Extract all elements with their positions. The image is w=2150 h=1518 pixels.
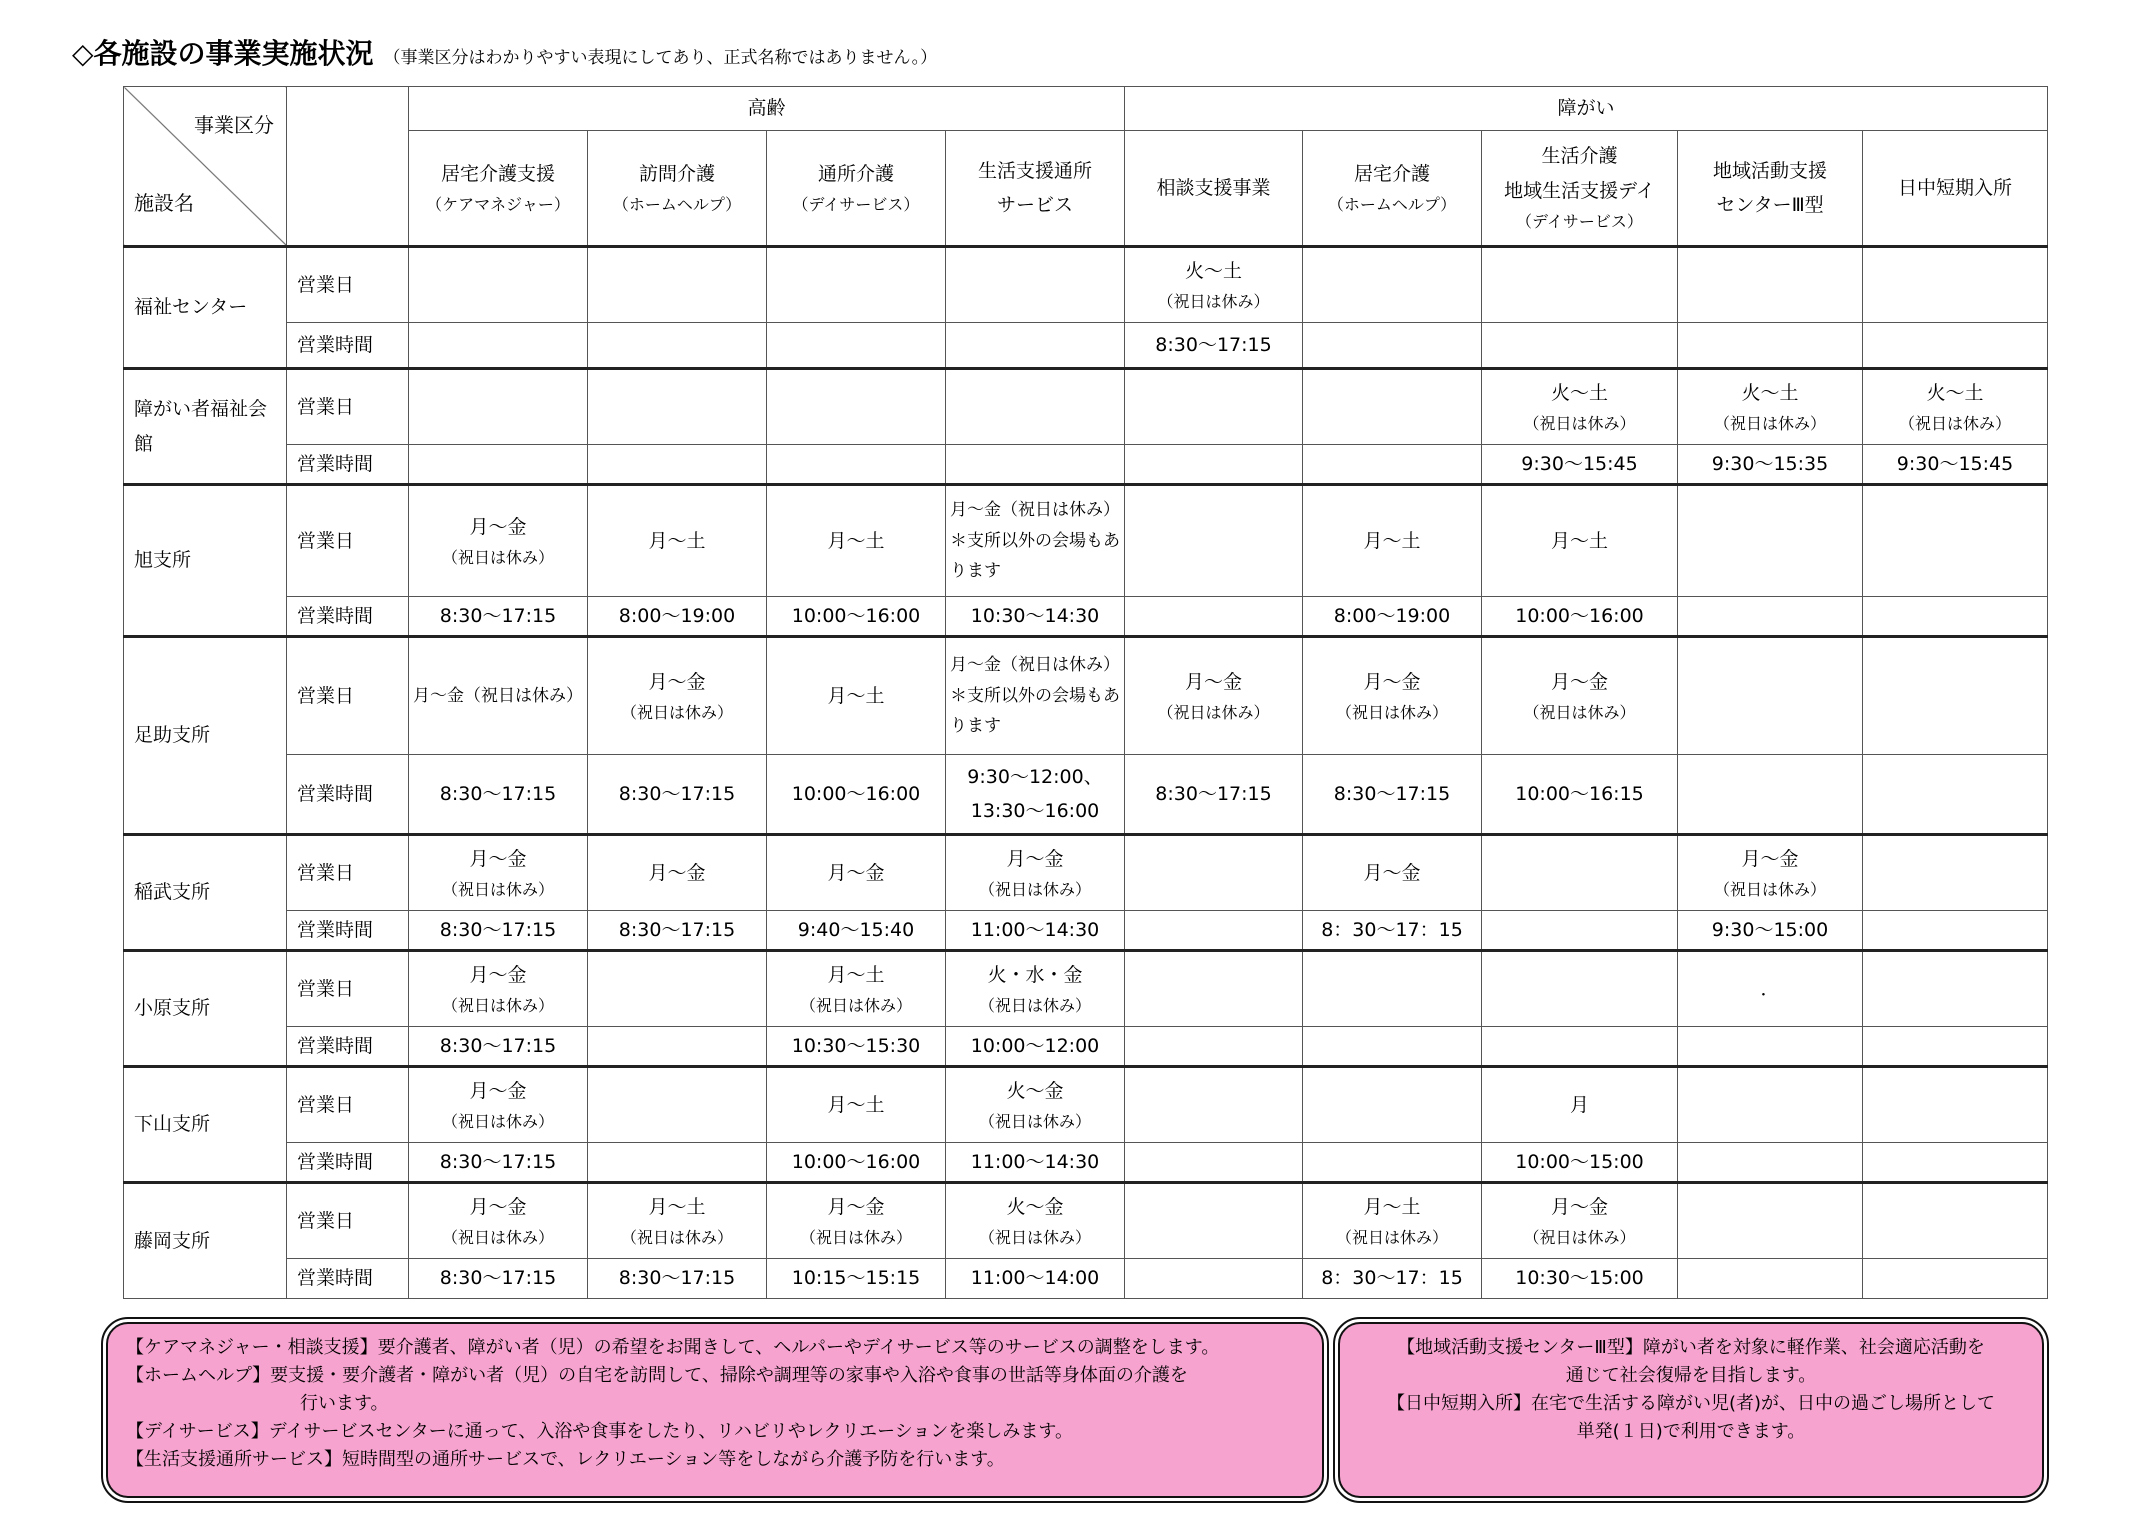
days-label: 営業日 xyxy=(287,835,409,911)
days-cell xyxy=(1482,485,1678,597)
hours-cell: 8:30～17:15 xyxy=(409,1259,588,1299)
hours-cell: 11:00～14:30 xyxy=(946,1143,1125,1183)
service-name: 訪問介護 xyxy=(638,162,715,185)
days-note: （祝日は休み） xyxy=(620,702,733,722)
legend-line: 通じて社会復帰を目指します。 xyxy=(1565,1364,1817,1386)
legend-disability xyxy=(1338,1322,2044,1498)
days-value: 月～金 xyxy=(469,963,527,986)
hours-cell: 8:30～17:15 xyxy=(409,755,588,835)
hours-label: 営業時間 xyxy=(287,755,409,835)
days-cell xyxy=(946,369,1125,445)
days-value: 火～土 xyxy=(1184,259,1242,282)
hours-cell: 8:00～19:00 xyxy=(1303,597,1482,637)
days-value: 月～金（祝日は休み）＊支所以外の会場もあります xyxy=(950,500,1120,582)
facility-name: 足助支所 xyxy=(124,637,287,835)
days-cell xyxy=(409,369,588,445)
hours-cell xyxy=(588,1027,767,1067)
days-cell xyxy=(409,835,588,911)
legend-line: 【デイサービス】デイサービスセンターに通って、入浴や食事をしたり、リハビリやレクリエーションを楽しみます。 xyxy=(126,1420,1073,1442)
hours-cell xyxy=(1678,755,1863,835)
title-note: （事業区分はわかりやすい表現にしてあり、正式名称ではありません。） xyxy=(383,48,938,68)
days-label: 営業日 xyxy=(287,637,409,755)
days-cell xyxy=(946,1183,1125,1259)
hours-cell: 8：30～17：15 xyxy=(1303,1259,1482,1299)
facility-name: 旭支所 xyxy=(124,485,287,637)
group-disability: 障がい xyxy=(1125,87,2048,131)
days-label: 営業日 xyxy=(287,247,409,323)
hours-label: 営業時間 xyxy=(287,911,409,951)
page-title: ◇各施設の事業実施状況 xyxy=(72,37,374,70)
hours-cell: 11:00～14:00 xyxy=(946,1259,1125,1299)
days-value: 月～金 xyxy=(1550,670,1608,693)
days-cell xyxy=(588,247,767,323)
page-title-area xyxy=(72,32,937,72)
facility-hours-row xyxy=(124,1143,2048,1183)
facility-days-row xyxy=(124,369,2048,445)
service-name: 居宅介護支援 xyxy=(440,162,555,185)
facility-days-row xyxy=(124,1067,2048,1143)
group-elderly: 高齢 xyxy=(409,87,1125,131)
hours-cell xyxy=(1303,1143,1482,1183)
days-value: 月 xyxy=(1569,1093,1589,1116)
service-name: 生活支援通所 サービス xyxy=(977,159,1092,216)
days-cell xyxy=(767,369,946,445)
days-cell xyxy=(946,247,1125,323)
days-cell xyxy=(1125,485,1303,597)
days-cell xyxy=(1863,951,2048,1027)
days-cell xyxy=(767,1067,946,1143)
hours-cell xyxy=(1482,323,1678,369)
days-note: （祝日は休み） xyxy=(1713,879,1826,899)
days-cell xyxy=(409,485,588,597)
days-note: （祝日は休み） xyxy=(441,547,554,567)
days-cell xyxy=(1482,951,1678,1027)
days-value: 月～土 xyxy=(827,529,885,552)
days-cell xyxy=(1863,637,2048,755)
days-cell xyxy=(588,1067,767,1143)
service-subname: （デイサービス） xyxy=(1516,211,1643,231)
days-cell xyxy=(1125,951,1303,1027)
hours-cell: 9:30～15:00 xyxy=(1678,911,1863,951)
days-cell xyxy=(1482,637,1678,755)
days-value: 月～土 xyxy=(648,1195,706,1218)
hours-cell: 10:00～15:00 xyxy=(1482,1143,1678,1183)
service-subname: （ホームヘルプ） xyxy=(612,194,742,214)
hours-label: 営業時間 xyxy=(287,1143,409,1183)
days-cell xyxy=(1125,1183,1303,1259)
service-header xyxy=(588,131,767,247)
service-subname: （ホームヘルプ） xyxy=(1327,194,1457,214)
days-cell xyxy=(767,951,946,1027)
days-value: 月～土 xyxy=(1550,529,1608,552)
days-cell xyxy=(1303,247,1482,323)
service-header xyxy=(1678,131,1863,247)
hours-cell xyxy=(1678,323,1863,369)
hours-cell xyxy=(1303,323,1482,369)
service-name: 居宅介護 xyxy=(1353,162,1430,185)
hours-cell xyxy=(1863,1143,2048,1183)
facility-name: 小原支所 xyxy=(124,951,287,1067)
hours-cell: 8:30～17:15 xyxy=(588,755,767,835)
hours-cell xyxy=(1863,1259,2048,1299)
days-note: （祝日は休み） xyxy=(441,995,554,1015)
legend-elderly xyxy=(106,1322,1324,1498)
days-cell xyxy=(946,485,1125,597)
days-cell xyxy=(1482,369,1678,445)
days-cell xyxy=(1125,1067,1303,1143)
days-cell xyxy=(1678,1183,1863,1259)
days-cell xyxy=(1863,835,2048,911)
days-value: 月～金 xyxy=(469,515,527,538)
days-cell xyxy=(767,1183,946,1259)
days-note: （祝日は休み） xyxy=(620,1227,733,1247)
category-label: 事業区分 xyxy=(194,113,274,137)
days-value: ． xyxy=(1760,977,1780,1000)
service-header xyxy=(1482,131,1678,247)
days-cell xyxy=(409,1183,588,1259)
days-cell xyxy=(1863,485,2048,597)
days-note: （祝日は休み） xyxy=(1523,1227,1636,1247)
days-cell xyxy=(1482,247,1678,323)
facility-name: 藤岡支所 xyxy=(124,1183,287,1299)
service-name: 日中短期入所 xyxy=(1897,176,2012,199)
hours-cell xyxy=(1482,911,1678,951)
facility-hours-row xyxy=(124,323,2048,369)
service-header xyxy=(1303,131,1482,247)
days-cell xyxy=(1863,1183,2048,1259)
days-label: 営業日 xyxy=(287,951,409,1027)
days-note: （祝日は休み） xyxy=(1335,1227,1448,1247)
days-cell xyxy=(1678,485,1863,597)
days-value: 月～金 xyxy=(1741,847,1799,870)
hours-label: 営業時間 xyxy=(287,323,409,369)
facility-days-row xyxy=(124,1183,2048,1259)
days-cell xyxy=(946,1067,1125,1143)
hours-cell: 8:30～17:15 xyxy=(588,911,767,951)
days-note: （祝日は休み） xyxy=(1523,702,1636,722)
days-value: 月～金 xyxy=(1184,670,1242,693)
days-value: 火・水・金 xyxy=(987,963,1083,986)
days-cell xyxy=(946,637,1125,755)
days-value: 月～金 xyxy=(469,1195,527,1218)
days-note: （祝日は休み） xyxy=(1335,702,1448,722)
service-header xyxy=(767,131,946,247)
hours-cell xyxy=(1125,597,1303,637)
hours-cell xyxy=(1125,1259,1303,1299)
hours-cell xyxy=(588,445,767,485)
days-cell xyxy=(1125,369,1303,445)
days-value: 月～土 xyxy=(648,529,706,552)
days-cell xyxy=(409,637,588,755)
legend-line: 【日中短期入所】在宅で生活する障がい児(者)が、日中の過ごし場所として xyxy=(1386,1392,1996,1414)
days-value: 月～土 xyxy=(1363,1195,1421,1218)
hours-cell: 8:00～19:00 xyxy=(588,597,767,637)
days-cell xyxy=(588,637,767,755)
hours-cell: 10:00～16:00 xyxy=(1482,597,1678,637)
days-value: 月～金 xyxy=(1363,861,1421,884)
facility-days-row xyxy=(124,951,2048,1027)
days-note: （祝日は休み） xyxy=(441,1227,554,1247)
hours-cell: 9:30～12:00、 13:30～16:00 xyxy=(946,755,1125,835)
days-note: （祝日は休み） xyxy=(1713,413,1826,433)
days-value: 月～土 xyxy=(827,684,885,707)
hours-cell xyxy=(1863,911,2048,951)
hours-cell xyxy=(1125,911,1303,951)
days-cell xyxy=(1125,247,1303,323)
facility-hours-row xyxy=(124,755,2048,835)
days-cell xyxy=(588,1183,767,1259)
days-note: （祝日は休み） xyxy=(441,879,554,899)
days-cell xyxy=(1125,637,1303,755)
days-cell xyxy=(1678,835,1863,911)
facility-days-row xyxy=(124,247,2048,323)
days-note: （祝日は休み） xyxy=(978,879,1091,899)
hours-cell xyxy=(409,445,588,485)
hours-cell: 8:30～17:15 xyxy=(409,911,588,951)
hours-cell xyxy=(1125,445,1303,485)
days-value: 月～金 xyxy=(648,861,706,884)
hours-cell xyxy=(1303,1027,1482,1067)
hours-cell: 8:30～17:15 xyxy=(409,1027,588,1067)
days-note: （祝日は休み） xyxy=(441,1111,554,1131)
days-value: 月～土 xyxy=(827,963,885,986)
days-cell xyxy=(1863,1067,2048,1143)
days-value: 火～金 xyxy=(1006,1079,1064,1102)
facility-name: 下山支所 xyxy=(124,1067,287,1183)
facility-label: 施設名 xyxy=(134,191,194,215)
hours-cell: 10:00～16:00 xyxy=(767,1143,946,1183)
days-cell xyxy=(588,485,767,597)
days-value: 火～土 xyxy=(1741,381,1799,404)
days-note: （祝日は休み） xyxy=(1157,291,1270,311)
days-cell xyxy=(1303,951,1482,1027)
hours-cell: 8:30～17:15 xyxy=(1125,755,1303,835)
hours-cell xyxy=(946,445,1125,485)
days-cell xyxy=(588,369,767,445)
hours-cell xyxy=(1125,1027,1303,1067)
days-note: （祝日は休み） xyxy=(1523,413,1636,433)
hours-cell: 10:15～15:15 xyxy=(767,1259,946,1299)
days-value: 月～金 xyxy=(1006,847,1064,870)
hours-cell: 10:00～16:15 xyxy=(1482,755,1678,835)
facility-name: 障がい者福祉会館 xyxy=(124,369,287,485)
days-cell xyxy=(1678,247,1863,323)
hours-cell: 10:30～15:30 xyxy=(767,1027,946,1067)
days-cell xyxy=(946,951,1125,1027)
hours-label: 営業時間 xyxy=(287,1259,409,1299)
hours-cell: 8:30～17:15 xyxy=(1125,323,1303,369)
legend-line: 行います。 xyxy=(300,1392,389,1414)
hours-cell: 8:30～17:15 xyxy=(409,597,588,637)
hours-cell: 8:30～17:15 xyxy=(1303,755,1482,835)
hours-cell: 10:00～16:00 xyxy=(767,755,946,835)
days-cell xyxy=(1303,1183,1482,1259)
hours-cell xyxy=(1863,597,2048,637)
hours-cell: 10:00～12:00 xyxy=(946,1027,1125,1067)
days-cell xyxy=(409,247,588,323)
days-value: 月～金 xyxy=(648,670,706,693)
hours-cell xyxy=(767,323,946,369)
days-cell xyxy=(588,951,767,1027)
days-cell xyxy=(1678,637,1863,755)
days-value: 月～金（祝日は休み） xyxy=(413,685,583,706)
hours-cell xyxy=(1678,597,1863,637)
facility-days-row xyxy=(124,637,2048,755)
hours-cell: 8：30～17：15 xyxy=(1303,911,1482,951)
hours-cell xyxy=(946,323,1125,369)
facility-name: 稲武支所 xyxy=(124,835,287,951)
hours-cell xyxy=(1482,1027,1678,1067)
hours-cell: 9:30～15:45 xyxy=(1482,445,1678,485)
days-cell xyxy=(1303,1067,1482,1143)
days-cell xyxy=(409,1067,588,1143)
legend-line: 【生活支援通所サービス】短時間型の通所サービスで、レクリエーション等をしながら介護予防を行います。 xyxy=(126,1448,1005,1470)
service-subname: （ケアマネジャー） xyxy=(426,194,570,214)
days-cell xyxy=(1678,951,1863,1027)
days-cell xyxy=(1303,369,1482,445)
hours-cell: 9:30～15:35 xyxy=(1678,445,1863,485)
days-note: （祝日は休み） xyxy=(1898,413,2011,433)
hours-cell xyxy=(1125,1143,1303,1183)
service-header xyxy=(1125,131,1303,247)
facility-schedule-table xyxy=(123,86,2048,1299)
legend-line: 【地域活動支援センターⅢ型】障がい者を対象に軽作業、社会適応活動を xyxy=(1397,1337,1985,1358)
hours-cell xyxy=(1863,323,2048,369)
hours-cell xyxy=(1863,1027,2048,1067)
hours-cell: 11:00～14:30 xyxy=(946,911,1125,951)
days-note: （祝日は休み） xyxy=(799,995,912,1015)
hours-cell xyxy=(767,445,946,485)
days-label: 営業日 xyxy=(287,1067,409,1143)
service-header xyxy=(409,131,588,247)
days-value: 火～金 xyxy=(1006,1195,1064,1218)
days-value: 月～金 xyxy=(827,1195,885,1218)
days-value: 月～金 xyxy=(827,861,885,884)
hours-cell xyxy=(1678,1027,1863,1067)
hours-cell: 10:30～15:00 xyxy=(1482,1259,1678,1299)
hours-label: 営業時間 xyxy=(287,1027,409,1067)
legend-line: 【ホームヘルプ】要支援・要介護者・障がい者（児）の自宅を訪問して、掃除や調理等の家事や入浴や食事の世話等身体面の介護を xyxy=(126,1364,1188,1386)
hours-cell: 8:30～17:15 xyxy=(409,1143,588,1183)
hours-cell xyxy=(1303,445,1482,485)
days-value: 月～金 xyxy=(1363,670,1421,693)
days-cell xyxy=(1863,369,2048,445)
hours-cell xyxy=(1678,1143,1863,1183)
hours-cell xyxy=(409,323,588,369)
service-name: 生活介護 地域生活支援デイ xyxy=(1504,145,1655,202)
days-value: 月～金 xyxy=(1550,1195,1608,1218)
facility-days-row xyxy=(124,485,2048,597)
days-cell xyxy=(1125,835,1303,911)
service-name: 相談支援事業 xyxy=(1156,176,1271,199)
facility-hours-row xyxy=(124,445,2048,485)
legend-line: 単発(１日)で利用できます。 xyxy=(1576,1420,1806,1442)
hours-cell xyxy=(588,1143,767,1183)
facility-hours-row xyxy=(124,1259,2048,1299)
hours-cell: 8:30～17:15 xyxy=(588,1259,767,1299)
facility-hours-row xyxy=(124,911,2048,951)
days-cell xyxy=(1482,1067,1678,1143)
days-note: （祝日は休み） xyxy=(978,1111,1091,1131)
service-subname: （デイサービス） xyxy=(792,194,920,214)
facility-hours-row xyxy=(124,1027,2048,1067)
days-note: （祝日は休み） xyxy=(799,1227,912,1247)
days-cell xyxy=(767,485,946,597)
facility-name: 福祉センター xyxy=(124,247,287,369)
days-cell xyxy=(767,247,946,323)
facility-hours-row xyxy=(124,597,2048,637)
days-note: （祝日は休み） xyxy=(978,995,1091,1015)
facility-days-row xyxy=(124,835,2048,911)
header-corner xyxy=(124,87,287,247)
days-cell xyxy=(1863,247,2048,323)
days-value: 火～土 xyxy=(1926,381,1984,404)
hours-cell: 9:30～15:45 xyxy=(1863,445,2048,485)
days-label: 営業日 xyxy=(287,485,409,597)
days-cell xyxy=(767,835,946,911)
days-cell xyxy=(588,835,767,911)
hours-label: 営業時間 xyxy=(287,597,409,637)
days-cell xyxy=(1303,637,1482,755)
days-cell xyxy=(1482,835,1678,911)
header-empty xyxy=(287,87,409,247)
legend-line: 【ケアマネジャー・相談支援】要介護者、障がい者（児）の希望をお聞きして、ヘルパーやデイサービス等のサービスの調整をします。 xyxy=(126,1337,1220,1358)
hours-cell xyxy=(1863,755,2048,835)
days-cell xyxy=(1482,1183,1678,1259)
hours-cell: 10:30～14:30 xyxy=(946,597,1125,637)
days-value: 火～土 xyxy=(1550,381,1608,404)
service-header xyxy=(946,131,1125,247)
service-header xyxy=(1863,131,2048,247)
days-note: （祝日は休み） xyxy=(1157,702,1270,722)
days-cell xyxy=(946,835,1125,911)
days-cell xyxy=(409,951,588,1027)
hours-cell xyxy=(588,323,767,369)
service-name: 通所介護 xyxy=(817,162,894,185)
days-value: 月～金 xyxy=(469,847,527,870)
days-cell xyxy=(1678,1067,1863,1143)
days-value: 月～金（祝日は休み）＊支所以外の会場もあります xyxy=(950,655,1120,737)
days-cell xyxy=(1303,485,1482,597)
days-label: 営業日 xyxy=(287,369,409,445)
hours-cell xyxy=(1678,1259,1863,1299)
days-value: 月～土 xyxy=(827,1093,885,1116)
days-label: 営業日 xyxy=(287,1183,409,1259)
service-name: 地域活動支援 センターⅢ型 xyxy=(1712,159,1827,216)
hours-label: 営業時間 xyxy=(287,445,409,485)
days-note: （祝日は休み） xyxy=(978,1227,1091,1247)
days-cell xyxy=(767,637,946,755)
days-value: 月～土 xyxy=(1363,529,1421,552)
days-cell xyxy=(1303,835,1482,911)
hours-cell: 9:40～15:40 xyxy=(767,911,946,951)
hours-cell: 10:00～16:00 xyxy=(767,597,946,637)
days-cell xyxy=(1678,369,1863,445)
days-value: 月～金 xyxy=(469,1079,527,1102)
